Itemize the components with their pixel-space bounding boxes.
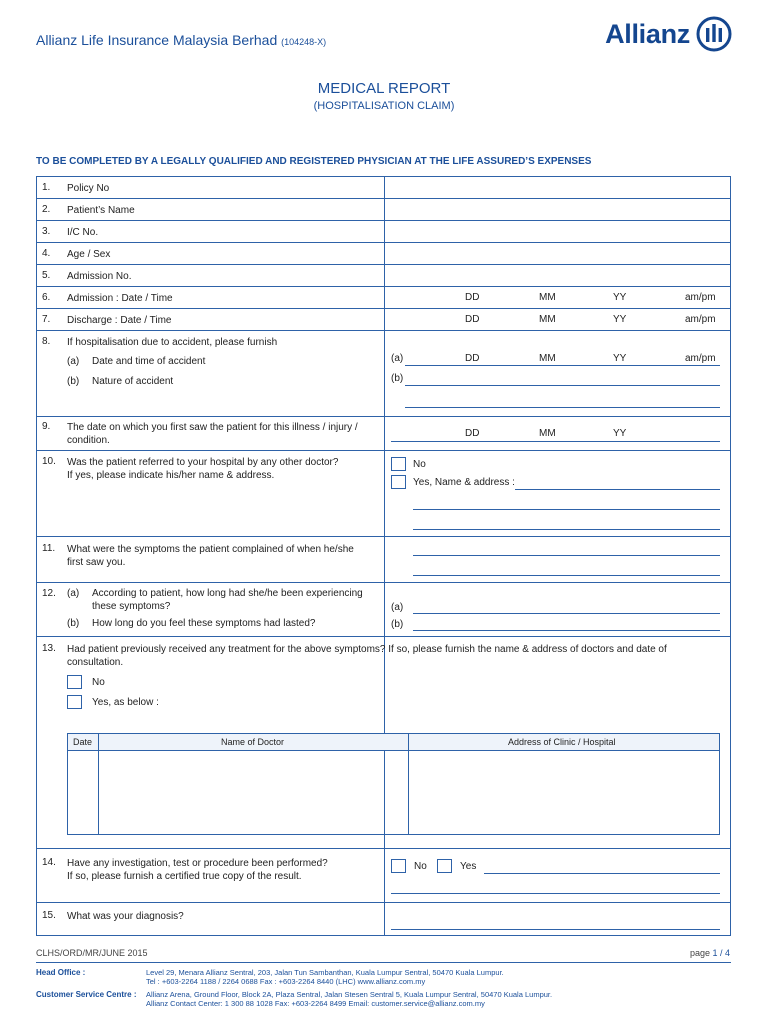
allianz-logo xyxy=(605,16,732,52)
customer-service-label: Customer Service Centre : xyxy=(36,990,137,999)
question-label-line-1: The date on which you first saw the patient for this illness / injury / xyxy=(67,422,358,433)
symptoms-line-1[interactable] xyxy=(413,555,720,556)
question-label-line-1: Have any investigation, test or procedure been performed? xyxy=(67,858,328,869)
ic-no-field[interactable] xyxy=(384,221,730,242)
question-row-12 xyxy=(37,583,730,637)
dd-label: DD xyxy=(465,353,480,364)
form-code: CLHS/ORD/MR/JUNE 2015 xyxy=(36,948,148,958)
sub-label-b: How long do you feel these symptoms had lasted? xyxy=(92,618,316,629)
question-row-8 xyxy=(37,331,730,417)
patient-name-field[interactable] xyxy=(384,199,730,220)
head-office-label: Head Office : xyxy=(36,968,86,977)
question-row-1 xyxy=(37,177,730,199)
question-label: Age / Sex xyxy=(67,249,111,260)
form-instruction: TO BE COMPLETED BY A LEGALLY QUALIFIED AND REGISTERED PHYSICIAN AT THE LIFE ASSURED’S EXPENSES xyxy=(36,156,592,167)
sub-marker-b: (b) xyxy=(67,376,80,387)
answer-marker-a: (a) xyxy=(391,353,404,364)
question-label-line-2: If so, please furnish a certified true copy of the result. xyxy=(67,871,302,882)
question-label: Admission : Date / Time xyxy=(67,293,173,304)
question-label-line-2: consultation. xyxy=(67,657,124,668)
investigation-yes-label: Yes xyxy=(460,861,477,872)
question-label: Discharge : Date / Time xyxy=(67,315,172,326)
company-reg-no: (104248-X) xyxy=(281,37,327,47)
accident-nature-line-1[interactable] xyxy=(405,385,720,386)
customer-service-contact: Allianz Contact Center: 1 300 88 1028 Fax: +603-2264 8499 Email: customer.service@allianz.com.my xyxy=(146,999,485,1008)
question-number: 4. xyxy=(42,248,51,259)
company-name-text: Allianz Life Insurance Malaysia Berhad xyxy=(36,32,278,48)
symptoms-line-2[interactable] xyxy=(413,575,720,576)
ampm-label: am/pm xyxy=(685,314,716,325)
page-number xyxy=(690,948,730,958)
yy-label: YY xyxy=(613,292,627,303)
question-label-line-2: first saw you. xyxy=(67,557,126,568)
ampm-label: am/pm xyxy=(685,292,716,303)
investigation-no-checkbox[interactable] xyxy=(391,859,406,873)
question-row-6 xyxy=(37,287,730,309)
company-name xyxy=(36,32,326,48)
question-number: 3. xyxy=(42,226,51,237)
clinic-address-cell[interactable] xyxy=(409,751,719,833)
yy-label: YY xyxy=(613,353,627,364)
yy-label: YY xyxy=(613,428,627,439)
head-office-contact: Tel : +603-2264 1188 / 2264 0688 Fax : +603-2264 8440 (LHC) www.allianz.com.my xyxy=(146,977,426,986)
question-row-10 xyxy=(37,451,730,537)
sub-marker-a: (a) xyxy=(67,588,80,599)
question-number: 9. xyxy=(42,421,51,432)
sub-label-a-line-2: these symptoms? xyxy=(92,601,171,612)
referred-no-checkbox[interactable] xyxy=(391,457,406,471)
question-label-line-1: Had patient previously received any treatment for the above symptoms? If so, please furnish the name & address of doctors and date of xyxy=(67,644,667,655)
investigation-no-label: No xyxy=(414,861,427,872)
mm-label: MM xyxy=(539,428,556,439)
previous-treatment-yes-checkbox[interactable] xyxy=(67,695,82,709)
previous-treatment-no-label: No xyxy=(92,677,105,688)
referred-no-label: No xyxy=(413,459,426,470)
page-header xyxy=(36,18,732,60)
date-cell[interactable] xyxy=(68,751,98,833)
question-label: I/C No. xyxy=(67,227,99,238)
mm-label: MM xyxy=(539,292,556,303)
question-label-line-1: Was the patient referred to your hospital by any other doctor? xyxy=(67,457,339,468)
footer-divider xyxy=(36,962,731,963)
age-sex-field[interactable] xyxy=(384,243,730,264)
question-label: If hospitalisation due to accident, please furnish xyxy=(67,337,278,348)
symptom-duration-line[interactable] xyxy=(413,613,720,614)
dd-label: DD xyxy=(465,314,480,325)
treatment-table-header xyxy=(68,734,719,751)
referred-yes-checkbox[interactable] xyxy=(391,475,406,489)
first-seen-date-line[interactable] xyxy=(391,441,720,442)
yy-label: YY xyxy=(613,314,627,325)
sub-label-a: Date and time of accident xyxy=(92,356,206,367)
accident-nature-line-2[interactable] xyxy=(405,407,720,408)
question-row-4 xyxy=(37,243,730,265)
sub-marker-a: (a) xyxy=(67,356,80,367)
question-label: What was your diagnosis? xyxy=(67,911,184,922)
question-number: 14. xyxy=(42,857,56,868)
investigation-yes-checkbox[interactable] xyxy=(437,859,452,873)
diagnosis-line[interactable] xyxy=(391,929,720,930)
mm-label: MM xyxy=(539,353,556,364)
page-subtitle: (HOSPITALISATION CLAIM) xyxy=(313,100,455,112)
question-label-line-1: What were the symptoms the patient complained of when he/she xyxy=(67,544,354,555)
sub-label-b: Nature of accident xyxy=(92,376,174,387)
question-row-9 xyxy=(37,417,730,451)
answer-marker-b: (b) xyxy=(391,373,404,384)
question-number: 2. xyxy=(42,204,51,215)
head-office-address: Level 29, Menara Allianz Sentral, 203, Jalan Tun Sambanthan, Kuala Lumpur Sentral, 50470 Kuala Lumpur. xyxy=(146,968,504,977)
customer-service-address: Allianz Arena, Ground Floor, Block 2A, Plaza Sentral, Jalan Stesen Sentral 5, Kuala Lumpur Sentral, 50470 Kuala Lumpur. xyxy=(146,990,553,999)
question-number: 15. xyxy=(42,910,56,921)
referrer-line-2[interactable] xyxy=(413,509,720,510)
accident-date-line[interactable] xyxy=(405,365,720,366)
previous-treatment-no-checkbox[interactable] xyxy=(67,675,82,689)
question-label-line-2: condition. xyxy=(67,435,110,446)
question-number: 5. xyxy=(42,270,51,281)
question-row-15 xyxy=(37,903,730,935)
sub-label-a-line-1: According to patient, how long had she/he been experiencing xyxy=(92,588,363,599)
column-header-address: Address of Clinic / Hospital xyxy=(508,737,616,747)
referred-yes-label: Yes, Name & address : xyxy=(413,477,515,488)
ampm-label: am/pm xyxy=(685,353,716,364)
question-row-7 xyxy=(37,309,730,331)
allianz-eagle-icon xyxy=(696,16,732,52)
question-number: 1. xyxy=(42,182,51,193)
question-row-3 xyxy=(37,221,730,243)
question-number: 11. xyxy=(42,543,56,554)
investigation-line-2[interactable] xyxy=(391,893,720,894)
referrer-line-1[interactable] xyxy=(515,489,720,490)
answer-marker-a: (a) xyxy=(391,602,404,613)
page-num-value: 1 / 4 xyxy=(712,948,730,958)
answer-marker-b: (b) xyxy=(391,619,404,630)
dd-label: DD xyxy=(465,292,480,303)
mm-label: MM xyxy=(539,314,556,325)
admission-no-field[interactable] xyxy=(384,265,730,286)
question-number: 7. xyxy=(42,314,51,325)
column-header-date: Date xyxy=(73,737,93,747)
question-number: 12. xyxy=(42,588,56,599)
page-title: MEDICAL REPORT xyxy=(317,80,451,97)
question-number: 10. xyxy=(42,456,56,467)
question-label-line-2: If yes, please indicate his/her name & address. xyxy=(67,470,275,481)
question-number: 8. xyxy=(42,336,51,347)
page-prefix: page xyxy=(689,948,710,958)
question-row-2 xyxy=(37,199,730,221)
medical-report-form xyxy=(36,176,731,936)
sub-marker-b: (b) xyxy=(67,618,80,629)
referrer-line-3[interactable] xyxy=(413,529,720,530)
logo-wordmark: Allianz xyxy=(605,18,690,49)
column-header-doctor: Name of Doctor xyxy=(221,737,285,747)
symptom-lasted-line[interactable] xyxy=(413,630,720,631)
doctor-name-cell[interactable] xyxy=(99,751,408,833)
question-row-13 xyxy=(37,637,730,849)
question-label: Policy No xyxy=(67,183,110,194)
question-label: Admission No. xyxy=(67,271,132,282)
question-row-14 xyxy=(37,849,730,903)
treatment-table xyxy=(67,733,720,835)
policy-no-field[interactable] xyxy=(384,177,730,198)
question-number: 6. xyxy=(42,292,51,303)
question-label: Patient’s Name xyxy=(67,205,135,216)
question-row-11 xyxy=(37,537,730,583)
dd-label: DD xyxy=(465,428,480,439)
question-row-5 xyxy=(37,265,730,287)
investigation-line-1[interactable] xyxy=(484,873,720,874)
question-number: 13. xyxy=(42,643,56,654)
previous-treatment-yes-label: Yes, as below : xyxy=(92,697,159,708)
